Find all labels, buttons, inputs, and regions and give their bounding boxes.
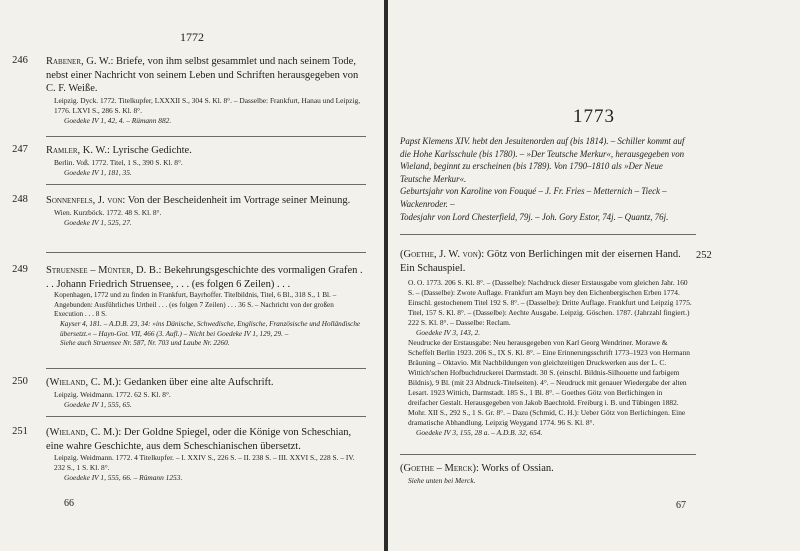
entry-imprint: Leipzig. Weidmann. 1772. 62 S. Kl. 8°. Goedeke IV 1, 555, 65. <box>46 390 364 410</box>
entry-author: (Goethe – Merck): <box>400 463 479 474</box>
bib-entry <box>400 462 692 486</box>
births-paragraph: Geburtsjahr von Karoline von Fouqué – J. Fr. Fries – Metternich – Tieck – Wackenroder. – <box>400 186 667 209</box>
entry-divider <box>46 252 366 253</box>
entry-title: Bekehrungsgeschichte des vormaligen Grafen . . . Johann Friedrich Struensee, . . . (es folgen 6 Zeilen) . . . <box>46 265 363 290</box>
bib-entry <box>12 55 364 126</box>
entry-title: Briefe, von ihm selbst gesammlet und nach seinem Tode, nebst einer Nachricht von seinem Leben und Schriften herausgegeben von C. F. Weiße. <box>46 56 359 95</box>
entry-divider <box>400 454 696 455</box>
entry-title: Götz von Berlichingen mit der eisernen Hand. Ein Schauspiel. <box>400 249 681 274</box>
entry-number: 252 <box>696 250 712 261</box>
entry-imprint: Kopenhagen, 1772 und zu finden in Frankfurt, Bayrhoffer. Titelbildnis, Titel, 6 Bl., 318 S., 1 Bl. – Angebunden: Ausführliches Urtheil . . . (es folgen 7 Zeilen) . . . 36 S. – Nachricht von der großen Execution . . . 8 S. Kayser 4, 181. – A.D.B. 23, 34: »ins Dänische, Schwedische, Englische, Französische und Holländische übersetzt.« – Hayn-Got. VII, 466 (3. Aufl.) – Nicht bei Goedeke IV 1, 129, 29. – Siehe auch Struensee Nr. 587, Nr. 703 und Laube Nr. 2260. <box>46 291 364 349</box>
entry-imprint: O. O. 1773. 206 S. Kl. 8°. – (Dasselbe): Nachdruck dieser Erstausgabe vom gleichen Jahr. 160 S. – (Dasselbe): Zwote Auflage. Frankfurt am Mayn bey den Eichenbergischen Erben 1774. Einschl. gestochenem Titel 192 S. 8°. – (Dasselbe): Dritte Auflage. Frankfurt und Leipzig 1775. Titel, 157 S. Kl. 8°. – (Dasselbe): Aechte Ausgabe. Leipzig. Göschen. 1787. (Jahrzahl fingiert.) 222 S. Kl. 8°. – Dasselbe: Reclam. Goedeke IV 3, 143, 2. Neudrucke der Erstausgabe: Neu herausgegeben von Karl Georg Wendriner. Morawe & Scheffelt Berlin 1923. 206 S., IX S. Kl. 8°. – Eine Erinnerungsschrift 1773–1923 von Hermann Bräuning – Oktavio. Mit Nachbildungen von gleichzeitigen Druckwerken aus der L. C. Wittich'schen Hofbuchdruckerei Darmstadt. 30 S. (einschl. Bildnis-Silhouette und farbigem Bildnis), 9 Bl. (mit 23 Abdruck-Titelseiten). 4°. – Neudruck mit genauer Wiedergabe der alten Lesart. 1923 Wittich, Darmstadt. 185 S., 1 Bl. 8°. – Goethes Götz von Berlichingen in dreifacher Gestalt. Herausgegeben von Jakob Baechtold. Freiburg i. B. und Tübingen 1882. Mohr. XII S., 292 S., 1 S. Gr. 8°. – Dazu (Schmid, C. H.): Ueber Götz von Berlichingen. Eine dramatische Abhandlung. Leipzig Weygand 1774. 96 S. Kl. 8°. Goedeke IV 3, 155, 28 a. – A.D.B. 32, 654. <box>408 278 692 438</box>
entry-number: 247 <box>12 144 28 155</box>
entry-heading <box>46 264 364 291</box>
entry-heading <box>46 55 364 96</box>
entry-divider <box>46 136 366 137</box>
entry-number: 246 <box>12 55 28 66</box>
entry-title: Works of Ossian. <box>481 463 554 474</box>
entry-neudrucke: Neudrucke der Erstausgabe: Neu herausgegeben von Karl Georg Wendriner. Morawe & Scheffelt Berlin 1923. 206 S., IX S. Kl. 8°. – Eine Erinnerungsschrift 1773–1923 von Hermann Bräuning – Oktavio. Mit Nachbildungen von gleichzeitigen Druckwerken aus der L. C. Wittich'schen Hofbuchdruckerei Darmstadt. 30 S. (einschl. Bildnis-Silhouette und farbigem Bildnis), 9 Bl. (mit 23 Abdruck-Titelseiten). 4°. – Neudruck mit genauer Wiedergabe der alten Lesart. 1923 Wittich, Darmstadt. 185 S., 1 Bl. 8°. – Goethes Götz von Berlichingen in dreifacher Gestalt. Herausgegeben von Jakob Baechtold. Freiburg i. B. und Tübingen 1882. Mohr. XII S., 292 S., 1 S. Gr. 8°. – Dazu (Schmid, C. H.): Ueber Götz von Berlichingen. Eine dramatische Abhandlung. Leipzig Weygand 1774. 96 S. Kl. 8°. <box>408 338 690 428</box>
entry-heading <box>400 248 692 275</box>
entry-heading <box>46 376 364 390</box>
entry-imprint: Wien. Kurzböck. 1772. 48 S. Kl. 8°. Goedeke IV 1, 525, 27. <box>46 208 364 228</box>
bib-entry <box>12 426 364 483</box>
entry-reference: Goedeke IV 3, 155, 28 a. – A.D.B. 32, 654. <box>416 428 543 438</box>
year-heading: 1773 <box>573 106 615 127</box>
cross-reference: Siehe unten bei Merck. <box>408 475 476 485</box>
entry-number: 250 <box>12 376 28 387</box>
entry-reference: Goedeke IV 1, 525, 27. <box>64 217 132 227</box>
entry-imprint: Leipzig. Weidmann. 1772. 4 Titelkupfer. – I. XXIV S., 226 S. – II. 238 S. – III. XXVI S., 228 S. – IV. 232 S., 1 S. Kl. 8°. Goedeke IV 1, 555, 66. – Rümann 1253. <box>46 453 364 483</box>
entry-reference: Goedeke IV 1, 42, 4. – Rümann 882. <box>64 115 172 125</box>
entry-heading <box>400 462 692 476</box>
entry-imprint: Berlin. Voß. 1772. Titel, 1 S., 390 S. Kl. 8°. Goedeke IV 1, 181, 35. <box>46 158 364 178</box>
entry-divider <box>46 368 366 369</box>
entry-title: Der Goldne Spiegel, oder die Könige von Scheschian, eine wahre Geschichte, aus dem Scheschianischen übersetzt. <box>46 427 352 452</box>
entry-divider <box>46 416 366 417</box>
entry-author: (Goethe, J. W. von): <box>400 249 485 260</box>
entry-author: (Wieland, C. M.): <box>46 377 122 388</box>
entry-author: Struensee – Münter, D. B.: <box>46 265 162 276</box>
entry-imprint: Leipzig. Dyck. 1772. Titelkupfer, LXXXII S., 304 S. Kl. 8°. – Dasselbe: Frankfurt, Hanau und Leipzig, 1776. LXVI S., 286 S. Kl. 8°. Goedeke IV 1, 42, 4. – Rümann 882. <box>46 96 364 126</box>
entry-reference: Goedeke IV 3, 143, 2. <box>416 328 481 338</box>
events-paragraph: Papst Klemens XIV. hebt den Jesuitenorden auf (bis 1814). – Schiller kommt auf die Hohe Karlsschule (bis 1780). – »Der Teutsche Merkur«, herausgegeben von Wieland, beginnt zu erscheinen (bis 1789). Von 1790–1810 als »Der Neue Teutsche Merkur«. <box>400 136 685 184</box>
entry-author: (Wieland, C. M.): <box>46 427 122 438</box>
bib-entry <box>12 376 364 410</box>
entry-heading <box>46 194 364 208</box>
entry-author: Ramler, K. W.: <box>46 145 110 156</box>
entry-title: Gedanken über eine alte Aufschrift. <box>123 377 274 388</box>
entry-number: 248 <box>12 194 28 205</box>
bib-entry <box>400 248 692 438</box>
entry-number: 251 <box>12 426 28 437</box>
entry-reference: Kayser 4, 181. – A.D.B. 23, 34: »ins Dänische, Schwedische, Englische, Französische und Holländische übersetzt.« – Hayn-Got. VII, 466 (3. Aufl.) – Nicht bei Goedeke IV 1, 129, 29. – <box>60 319 361 338</box>
entry-heading <box>46 426 364 453</box>
bib-entry <box>12 264 364 349</box>
page-number: 66 <box>64 498 74 509</box>
section-divider <box>400 234 696 235</box>
entry-divider <box>46 184 366 185</box>
entry-reference: Siehe auch Struensee Nr. 587, Nr. 703 und Laube Nr. 2260. <box>60 339 230 348</box>
entry-heading <box>46 144 364 158</box>
year-events <box>400 135 692 223</box>
deaths-paragraph: Todesjahr von Lord Chesterfield, 79j. – Joh. Gory Estor, 74j. – Quantz, 76j. <box>400 211 669 222</box>
entry-number: 249 <box>12 264 28 275</box>
entry-author: Rabener, G. W.: <box>46 56 114 67</box>
entry-reference: Goedeke IV 1, 555, 65. <box>64 399 132 409</box>
entry-reference: Goedeke IV 1, 181, 35. <box>64 167 132 177</box>
running-head-year: 1772 <box>180 30 204 44</box>
bib-entry <box>12 194 364 228</box>
page-number: 67 <box>676 500 686 511</box>
bib-entry <box>12 144 364 178</box>
entry-title: Von der Bescheidenheit im Vortrage seiner Meinung. <box>127 195 351 206</box>
entry-title: Lyrische Gedichte. <box>112 145 192 156</box>
entry-reference: Goedeke IV 1, 555, 66. – Rümann 1253. <box>64 473 183 483</box>
entry-author: Sonnenfels, J. von: <box>46 195 126 206</box>
